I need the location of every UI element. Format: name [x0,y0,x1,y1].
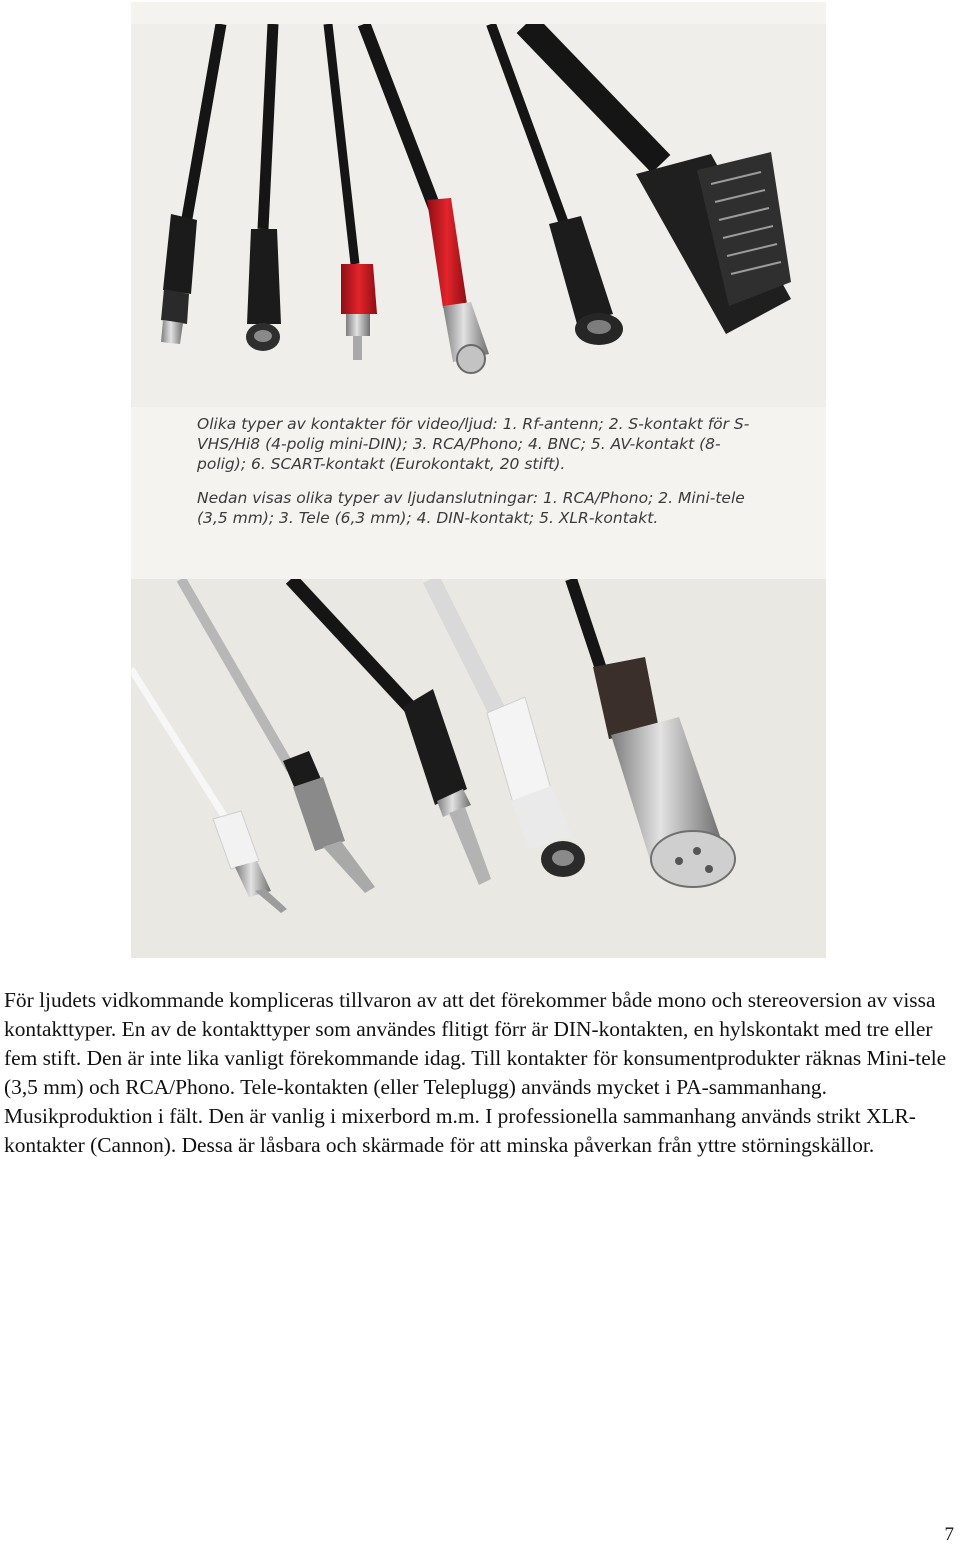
caption-video-connectors: Olika typer av kontakter för video/ljud: 1. Rf-antenn; 2. S-kontakt för S-VHS/Hi8 (4-polig mini-DIN); 3. RCA/Phono; 4. BNC; 5. AV-kontakt (8-polig); 6. SCART-kontakt (Eurokontakt, 20 stift). [197,415,750,473]
body-text [4,986,949,1160]
body-paragraph: För ljudets vidkommande kompliceras tillvaron av att det förekommer både mono och stereoversion av vissa kontakttyper. En av de kontakttyper som användes flitigt förr är DIN-kontakten, en hylskontakt med tre eller fem stift. Den är inte lika vanligt förekommande idag. Till kontakter för konsumentprodukter räknas Mini-tele (3,5 mm) och RCA/Phono. Tele-kontakten (eller Teleplugg) används mycket i PA-sammanhang. Musikproduktion i fält. Den är vanlig i mixerbord m.m. I professionella sammanhang används strikt XLR-kontakter (Cannon). Dessa är låsbara och skärmade för att minska påverkan från yttre störningskällor. [4,988,947,1157]
video-connectors-photo [131,24,826,407]
connector-figure [131,2,826,958]
page-number: 7 [944,1524,954,1545]
figure-caption [197,414,757,542]
caption-audio-connectors: Nedan visas olika typer av ljudanslutningar: 1. RCA/Phono; 2. Mini-tele (3,5 mm); 3. Tele (6,3 mm); 4. DIN-kontakt; 5. XLR-kontakt. [197,489,745,527]
audio-connectors-photo [131,579,826,958]
